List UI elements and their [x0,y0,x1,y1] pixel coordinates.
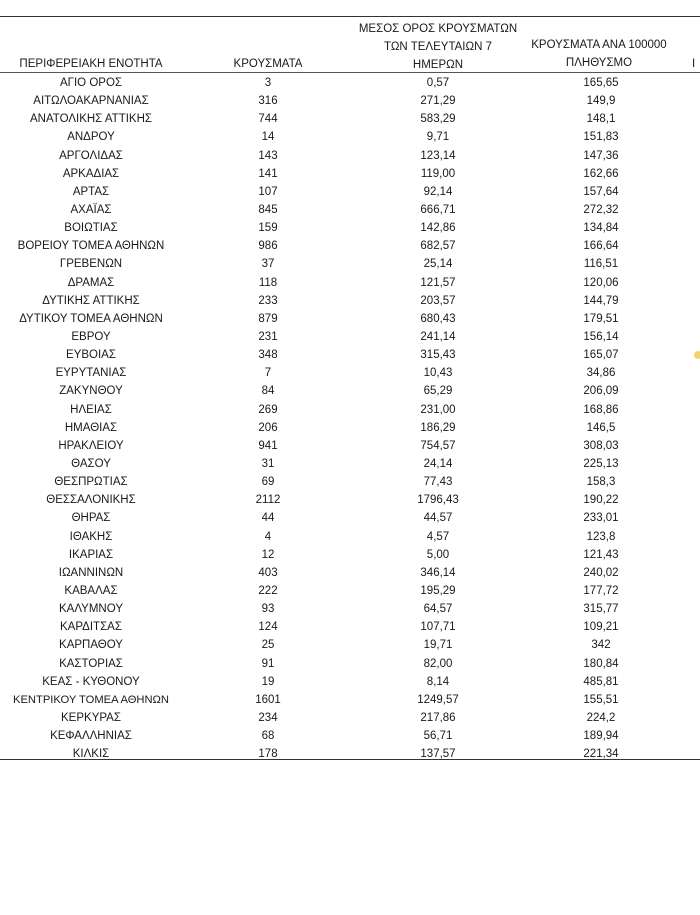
region-cell: ΔΥΤΙΚΟΥ ΤΟΜΕΑ ΑΘΗΝΩΝ [19,312,163,325]
table-row [0,255,700,273]
cases-cell: 19 [261,675,275,688]
seven-day-average-cell: 1249,57 [417,693,459,706]
cases-cell: 744 [258,113,278,126]
header-cut-off-column: Ι [692,58,696,70]
per-100k-cell: 147,36 [583,149,619,162]
seven-day-average-cell: 241,14 [420,330,456,343]
region-cell: ΚΑΣΤΟΡΙΑΣ [59,657,123,670]
per-100k-cell: 177,72 [583,584,619,597]
per-100k-cell: 158,3 [586,476,616,489]
table-row [0,528,700,546]
table-row [0,92,700,110]
region-cell: ΑΙΤΩΛΟΑΚΑΡΝΑΝΙΑΣ [33,95,149,108]
table-body [0,74,700,763]
seven-day-average-cell: 82,00 [423,657,453,670]
seven-day-average-cell: 666,71 [420,203,456,216]
region-cell: ΑΡΤΑΣ [72,185,110,198]
seven-day-average-cell: 107,71 [420,621,456,634]
region-cell: ΑΝΔΡΟΥ [67,131,115,144]
table-row [0,165,700,183]
per-100k-cell: 157,64 [583,185,619,198]
region-cell: ΚΑΡΔΙΤΣΑΣ [60,621,122,634]
region-cell: ΗΜΑΘΙΑΣ [64,421,118,434]
cases-cell: 12 [261,548,275,561]
per-100k-cell: 165,07 [583,349,619,362]
table-row [0,219,700,237]
seven-day-average-cell: 119,00 [420,167,456,180]
per-100k-cell: 166,64 [583,240,619,253]
header-per-line-2: ΠΛΗΘΥΣΜΟ [565,57,633,69]
region-cell: ΓΡΕΒΕΝΩΝ [59,258,123,271]
seven-day-average-cell: 92,14 [423,185,453,198]
table-row [0,691,700,709]
region-cell: ΔΡΑΜΑΣ [67,276,115,289]
per-100k-cell: 162,66 [583,167,619,180]
seven-day-average-cell: 1796,43 [417,494,459,507]
per-100k-cell: 155,51 [583,693,619,706]
region-cell: ΕΒΡΟΥ [71,330,111,343]
cases-cell: 222 [258,584,278,597]
per-100k-cell: 34,86 [586,367,616,380]
per-100k-cell: 151,83 [583,131,619,144]
cases-cell: 233 [258,294,278,307]
seven-day-average-cell: 24,14 [423,457,453,470]
cases-cell: 37 [261,258,275,271]
per-100k-cell: 189,94 [583,730,619,743]
table-header [0,16,700,73]
cases-cell: 986 [258,240,278,253]
region-cell: ΗΛΕΙΑΣ [70,403,112,416]
region-cell: ΒΟΡΕΙΟΥ ΤΟΜΕΑ ΑΘΗΝΩΝ [17,240,165,253]
table-row [0,274,700,292]
cases-cell: 941 [258,439,278,452]
region-cell: ΘΗΡΑΣ [71,512,111,525]
per-100k-cell: 156,14 [583,330,619,343]
cases-cell: 69 [261,476,275,489]
seven-day-average-cell: 315,43 [420,349,456,362]
table-row [0,128,700,146]
region-cell: ΑΡΚΑΔΙΑΣ [62,167,120,180]
per-100k-cell: 121,43 [583,548,619,561]
per-100k-cell: 180,84 [583,657,619,670]
cases-cell: 879 [258,312,278,325]
header-region: ΠΕΡΙΦΕΡΕΙΑΚΗ ΕΝΟΤΗΤΑ [19,58,163,70]
table-row [0,401,700,419]
seven-day-average-cell: 65,29 [423,385,453,398]
region-cell: ΚΕΝΤΡΙΚΟΥ ΤΟΜΕΑ ΑΘΗΝΩΝ [12,693,169,706]
region-cell: ΚΑΛΥΜΝΟΥ [59,603,123,616]
table-row [0,237,700,255]
table-row [0,582,700,600]
cases-cell: 91 [261,657,275,670]
cases-cell: 269 [258,403,278,416]
seven-day-average-cell: 9,71 [426,131,450,144]
per-100k-cell: 123,8 [586,530,616,543]
cases-cell: 234 [258,711,278,724]
seven-day-average-cell: 754,57 [420,439,456,452]
table-row [0,382,700,400]
seven-day-average-cell: 195,29 [420,584,456,597]
table-row [0,564,700,582]
region-cell: ΙΩΑΝΝΙΝΩΝ [58,566,124,579]
table-bottom-border [0,759,700,760]
per-100k-cell: 315,77 [583,603,619,616]
seven-day-average-cell: 217,86 [420,711,456,724]
table-row [0,364,700,382]
cases-cell: 4 [264,530,272,543]
per-100k-cell: 149,9 [586,95,616,108]
table-row [0,201,700,219]
per-100k-cell: 120,06 [583,276,619,289]
seven-day-average-cell: 5,00 [426,548,450,561]
region-cell: ΙΘΑΚΗΣ [69,530,113,543]
table-row [0,110,700,128]
table-row [0,709,700,727]
header-avg-line-3: ΗΜΕΡΩΝ [412,59,464,71]
region-cell: ΑΡΓΟΛΙΔΑΣ [59,149,123,162]
cases-cell: 316 [258,95,278,108]
cases-cell: 141 [258,167,278,180]
per-100k-cell: 272,32 [583,203,619,216]
table-row [0,74,700,92]
cases-cell: 348 [258,349,278,362]
table-row [0,473,700,491]
cases-cell: 25 [261,639,275,652]
seven-day-average-cell: 271,29 [420,95,456,108]
header-avg-line-2: ΤΩΝ ΤΕΛΕΥΤΑΙΩΝ 7 [384,41,492,53]
table-row [0,673,700,691]
per-100k-cell: 179,51 [583,312,619,325]
cases-cell: 2112 [255,494,281,507]
seven-day-average-cell: 77,43 [423,476,453,489]
region-cell: ΕΥΡΥΤΑΝΙΑΣ [55,367,127,380]
cases-cell: 231 [258,330,278,343]
seven-day-average-cell: 346,14 [420,566,456,579]
cases-cell: 7 [264,367,272,380]
per-100k-cell: 206,09 [583,385,619,398]
table-row [0,346,700,364]
region-cell: ΚΑΒΑΛΑΣ [64,584,118,597]
table-row [0,455,700,473]
region-cell: ΕΥΒΟΙΑΣ [66,349,116,362]
seven-day-average-cell: 680,43 [420,312,456,325]
cases-cell: 845 [258,203,278,216]
region-cell: ΚΑΡΠΑΘΟΥ [59,639,123,652]
seven-day-average-cell: 231,00 [420,403,456,416]
seven-day-average-cell: 10,43 [423,367,453,380]
region-cell: ΚΕΦΑΛΛΗΝΙΑΣ [50,730,132,743]
region-cell: ΒΟΙΩΤΙΑΣ [64,222,118,235]
cases-cell: 31 [261,457,275,470]
per-100k-cell: 109,21 [583,621,619,634]
per-100k-cell: 308,03 [583,439,619,452]
seven-day-average-cell: 203,57 [420,294,456,307]
region-cell: ΑΧΑΪΑΣ [70,203,112,216]
table-row [0,509,700,527]
region-cell: ΘΕΣΣΑΛΟΝΙΚΗΣ [46,494,136,507]
cases-cell: 44 [261,512,275,525]
edge-highlight-mark [694,351,700,359]
seven-day-average-cell: 123,14 [420,149,456,162]
seven-day-average-cell: 64,57 [423,603,453,616]
seven-day-average-cell: 682,57 [420,240,456,253]
seven-day-average-cell: 44,57 [423,512,453,525]
cases-cell: 118 [258,276,278,289]
seven-day-average-cell: 121,57 [420,276,456,289]
seven-day-average-cell: 4,57 [426,530,450,543]
table-row [0,147,700,165]
table-row [0,328,700,346]
cases-cell: 68 [261,730,275,743]
seven-day-average-cell: 8,14 [426,675,450,688]
cases-cell: 403 [258,566,278,579]
per-100k-cell: 144,79 [583,294,619,307]
region-cell: ΚΕΑΣ - ΚΥΘΟΝΟΥ [42,675,140,688]
header-cases: ΚΡΟΥΣΜΑΤΑ [233,58,303,70]
cases-cell: 159 [258,222,278,235]
header-divider [0,72,700,73]
cases-cell: 178 [258,748,278,761]
region-cell: ΔΥΤΙΚΗΣ ΑΤΤΙΚΗΣ [42,294,140,307]
per-100k-cell: 342 [591,639,611,652]
region-cell: ΘΑΣΟΥ [71,457,111,470]
seven-day-average-cell: 137,57 [420,748,456,761]
table-row [0,655,700,673]
per-100k-cell: 165,65 [583,77,619,89]
region-cell: ΘΕΣΠΡΩΤΙΑΣ [54,476,128,489]
table-row [0,600,700,618]
table-row [0,546,700,564]
header-avg-line-1: ΜΕΣΟΣ ΟΡΟΣ ΚΡΟΥΣΜΑΤΩΝ [358,23,518,35]
header-per-line-1: ΚΡΟΥΣΜΑΤΑ ΑΝΑ 100000 [531,39,667,51]
cases-cell: 107 [258,185,278,198]
per-100k-cell: 240,02 [583,566,619,579]
seven-day-average-cell: 56,71 [423,730,453,743]
header-seven-day-average [340,20,536,74]
per-100k-cell: 148,1 [586,113,616,126]
table-row [0,636,700,654]
cases-cell: 206 [258,421,278,434]
table-row [0,310,700,328]
per-100k-cell: 116,51 [583,258,619,271]
per-100k-cell: 134,84 [583,222,619,235]
table-row [0,745,700,763]
table-row [0,491,700,509]
region-cell: ΖΑΚΥΝΘΟΥ [59,385,123,398]
per-100k-cell: 221,34 [583,748,619,761]
per-100k-cell: 168,86 [583,403,619,416]
cases-cell: 93 [261,603,275,616]
seven-day-average-cell: 19,71 [423,639,453,652]
seven-day-average-cell: 25,14 [423,258,453,271]
region-cell: ΑΝΑΤΟΛΙΚΗΣ ΑΤΤΙΚΗΣ [29,113,152,126]
region-cell: ΚΙΛΚΙΣ [72,748,110,761]
region-cell: ΚΕΡΚΥΡΑΣ [61,711,121,724]
table-row [0,618,700,636]
table-row [0,292,700,310]
seven-day-average-cell: 142,86 [420,222,456,235]
seven-day-average-cell: 583,29 [420,113,456,126]
cases-cell: 124 [258,621,278,634]
per-100k-cell: 190,22 [583,494,619,507]
seven-day-average-cell: 186,29 [420,421,456,434]
seven-day-average-cell: 0,57 [426,77,450,89]
per-100k-cell: 225,13 [583,457,619,470]
per-100k-cell: 485,81 [583,675,619,688]
cases-cell: 84 [261,385,275,398]
region-cell: ΙΚΑΡΙΑΣ [68,548,114,561]
header-per-100k [513,36,685,72]
table-row [0,419,700,437]
per-100k-cell: 224,2 [586,711,616,724]
region-cell: ΗΡΑΚΛΕΙΟΥ [58,439,124,452]
cases-cell: 143 [258,149,278,162]
table-row [0,727,700,745]
table-row [0,183,700,201]
per-100k-cell: 146,5 [586,421,616,434]
table-row [0,437,700,455]
cases-cell: 14 [261,131,275,144]
region-cell: ΑΓΙΟ ΟΡΟΣ [59,77,122,89]
per-100k-cell: 233,01 [583,512,619,525]
cases-cell: 3 [264,77,272,89]
cases-cell: 1601 [255,693,281,706]
